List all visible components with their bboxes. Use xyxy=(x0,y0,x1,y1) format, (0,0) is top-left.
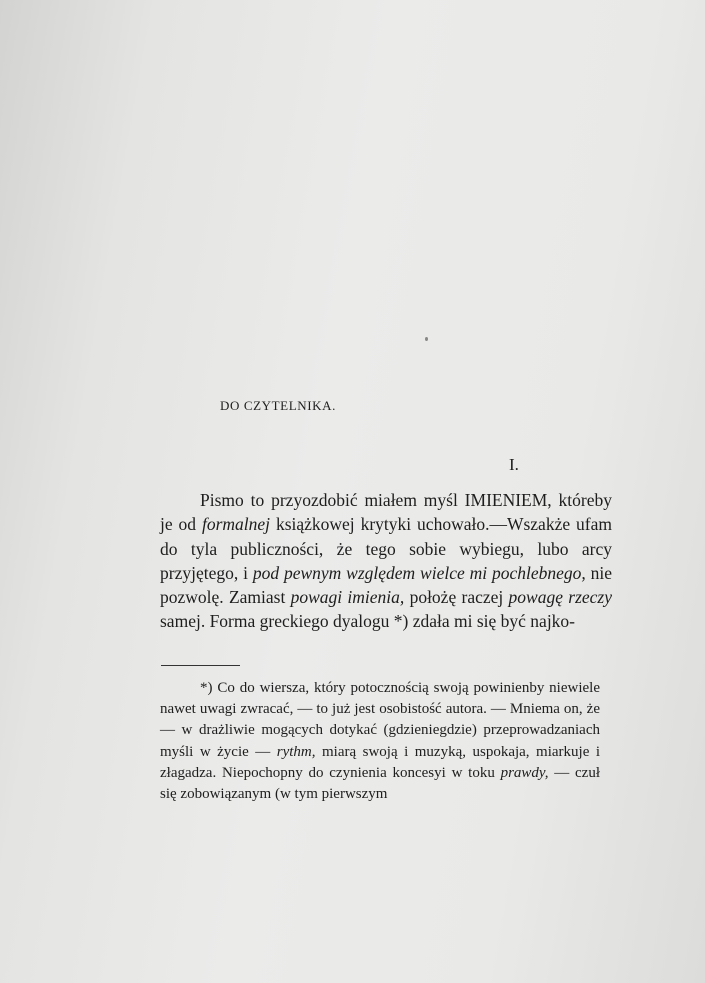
footnote xyxy=(160,678,600,805)
italic-segment: prawdy, xyxy=(500,764,549,781)
section-number: I. xyxy=(509,455,519,474)
italic-segment: powagę rzeczy xyxy=(508,587,612,608)
text-segment: książkowej krytyki uchowało.—Wszakże ufam do tyla publiczności, że tego sobie wybiegu, lubo arcy przyjętego, i xyxy=(160,514,612,583)
main-paragraph xyxy=(160,488,612,634)
italic-segment: powagi imienia, xyxy=(290,587,405,608)
text-segment: nie pozwolę. Zamiast xyxy=(160,562,612,608)
text-segment: — czuł się zobowiązanym (w tym pierwszym xyxy=(160,764,601,803)
ink-speck xyxy=(425,337,428,341)
text-segment: *) Co do wiersza, który potocznością swoją powinienby niewiele nawet uwagi zwracać, — to już jest osobistość autora. — Mniema on, że — w drażliwie mogących dotykać (gdzieniegdzie) przeprowadzaniach myśli w życie — xyxy=(160,680,600,760)
text-segment: miarą swoją i muzyką, uspokaja, miarkuje i złagadza. Niepochopny do czynienia koncesyi w toku xyxy=(160,743,600,781)
page-heading: DO CZYTELNIKA. xyxy=(220,398,336,413)
footnote-text xyxy=(160,678,600,805)
text-segment: Pismo to przyozdobić miałem myśl IMIENIEM, któreby je od xyxy=(160,490,612,535)
italic-segment: pod pewnym względem wielce mi pochlebnego, xyxy=(252,562,586,583)
footnote-separator xyxy=(161,665,240,666)
text-segment: położę raczej xyxy=(404,587,509,608)
italic-segment: rythm, xyxy=(276,743,316,760)
italic-segment: formalnej xyxy=(201,514,271,535)
text-segment: samej. Forma greckiego dyalogu *) zdała mi się być najko- xyxy=(160,611,576,632)
paragraph-text xyxy=(160,488,612,634)
